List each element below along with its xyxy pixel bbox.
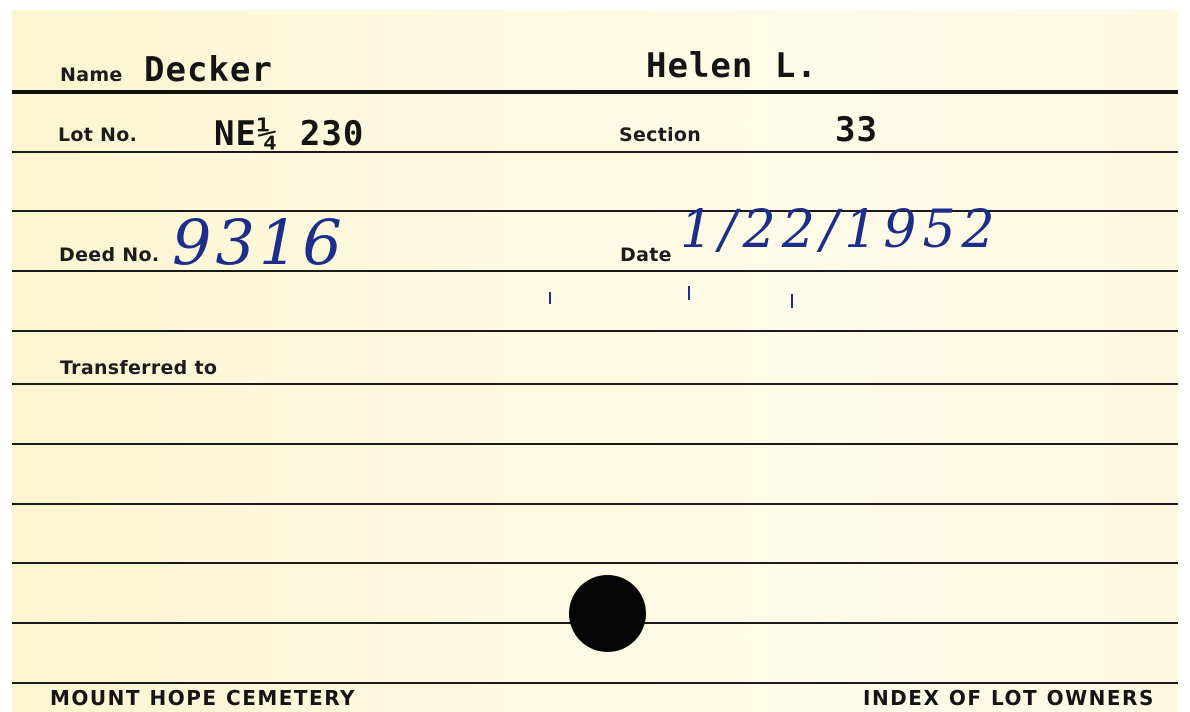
rule-blank-5 [12, 562, 1178, 564]
rule-name [12, 90, 1178, 94]
pen-mark [549, 292, 551, 304]
pen-mark [688, 286, 690, 300]
rule-blank-2 [12, 330, 1178, 332]
rule-transferred [12, 383, 1178, 385]
name-label: Name [60, 64, 123, 86]
footer-index-title: INDEX OF LOT OWNERS [863, 686, 1155, 710]
surname-value: Decker [144, 50, 273, 90]
given-name-value: Helen L. [646, 46, 818, 86]
section-value: 33 [835, 110, 878, 150]
rule-blank-3 [12, 443, 1178, 445]
index-card [12, 10, 1178, 712]
footer-cemetery-name: MOUNT HOPE CEMETERY [50, 686, 357, 710]
deed-label: Deed No. [59, 244, 160, 266]
date-value: 1/22/1952 [680, 200, 1001, 260]
punch-hole [569, 575, 646, 652]
rule-blank-4 [12, 503, 1178, 505]
section-label: Section [619, 124, 702, 146]
deed-value: 9316 [172, 206, 346, 279]
date-label: Date [620, 244, 672, 266]
pen-mark [791, 294, 793, 308]
lot-label: Lot No. [58, 124, 138, 146]
rule-lot [12, 151, 1178, 153]
transferred-label: Transferred to [60, 357, 218, 379]
lot-value: NE¼ 230 [214, 114, 365, 154]
rule-footer [12, 682, 1178, 684]
